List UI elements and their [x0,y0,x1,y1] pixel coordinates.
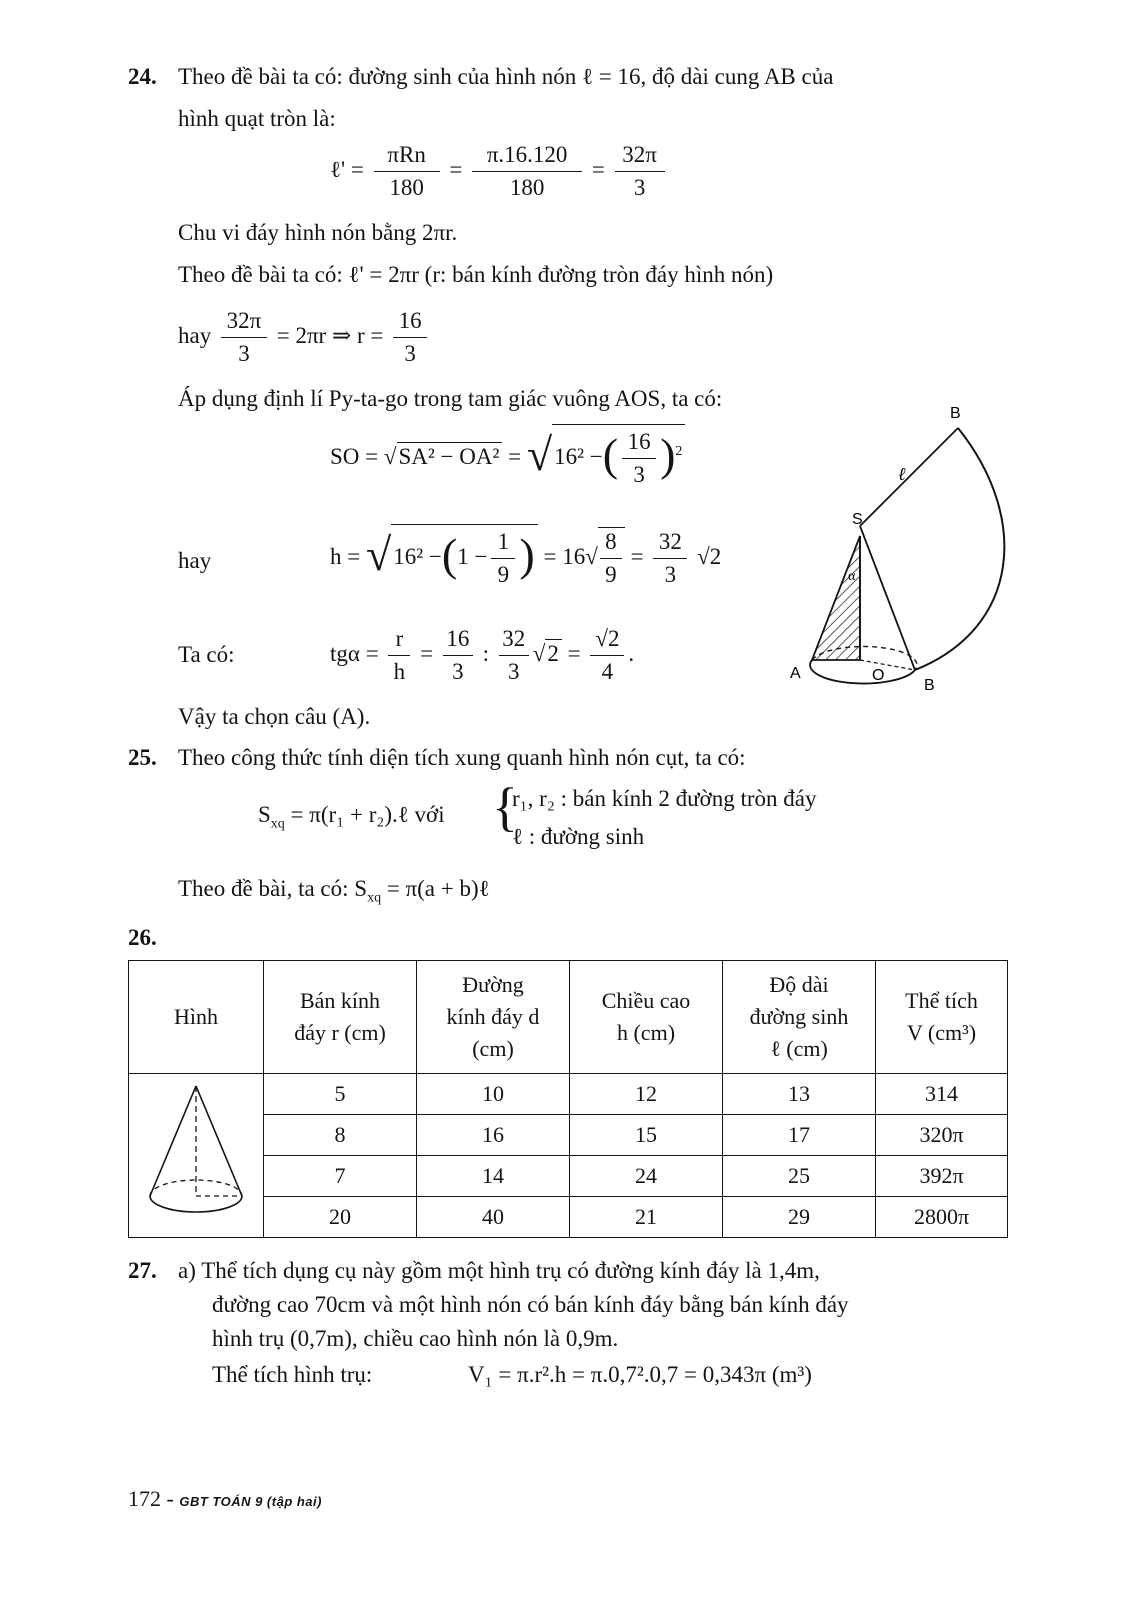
p24-hay2: hay [178,548,212,573]
cell-d: 40 [417,1197,570,1238]
cell-h: 12 [570,1074,723,1115]
eq1-equals-1: = [449,156,463,182]
p24-arc-length-equation [330,142,669,201]
p27-a1: a) Thể tích dụng cụ này gồm một hình trụ có đường kính đáy là 1,4m, [178,1258,820,1283]
eq2-f1-den: 3 [238,341,250,366]
sector-radius-top [860,428,958,526]
cell-r: 8 [264,1115,417,1156]
triangle-AOS [812,536,860,660]
tg-lhs: tgα = [330,640,379,666]
p25-line1: Theo công thức tính diện tích xung quanh hình nón cụt, ta có: [178,745,746,770]
eq1-f2-den: 180 [509,175,545,200]
eq1-f3-den: 3 [633,175,646,200]
p24-taco: Ta có: [178,642,235,667]
eq1-f1-num: πRn [374,142,440,172]
h-one: 1 − [457,543,488,569]
p25-cond2: ℓ : đường sinh [512,824,645,849]
problem-24-number: 24. [128,64,157,89]
p25-S-sub: xq [270,816,285,832]
cell-h: 21 [570,1197,723,1238]
p24-radius-equation [178,308,431,367]
cell-l: 29 [723,1197,876,1238]
cell-l: 25 [723,1156,876,1197]
tg-colon: : [482,640,490,666]
tg-f2-den: 3 [508,659,520,684]
cell-d: 14 [417,1156,570,1197]
page-footer [128,1486,322,1512]
tg-f2-num: 32 [499,626,529,656]
so-16sq: 16² − [554,443,603,469]
p24-conclusion: Vậy ta chọn câu (A). [178,704,371,729]
footer-dash: - [166,1486,174,1511]
p24-theo-de: Theo đề bài ta có: ℓ' = 2πr (r: bán kính đường tròn đáy hình nón) [178,262,774,287]
p25-theo-de: Theo đề bài, ta có: S [178,876,368,901]
eq2-f2-num: 16 [393,308,427,338]
header-chieu-cao: Chiều cao h (cm) [570,961,723,1074]
h-f2-num: 32 [653,529,687,559]
p25-result [178,876,490,907]
p25-brace: { [492,777,518,837]
p24-line2: hình quạt tròn là: [178,106,336,131]
cell-r: 7 [264,1156,417,1197]
radius-OB [860,660,915,670]
eq1-f2-num: π.16.120 [472,142,582,172]
problem-27-number: 27. [128,1258,157,1283]
tg-equals-1: = [420,640,434,666]
h-f2-den: 3 [664,562,677,587]
header-duong-sinh: Độ dài đường sinh ℓ (cm) [723,961,876,1074]
p25-cond1: r₁, r₂ : bán kính 2 đường tròn đáy [512,786,817,811]
tg-f3-den: 4 [601,659,614,684]
tg-frac-num: r [388,626,410,656]
label-S: S [852,511,863,528]
book-title: GBT TOÁN 9 (tập hai) [179,1494,322,1509]
p27-a3: hình trụ (0,7m), chiều cao hình nón là 0,9m. [212,1326,619,1351]
p24-so-equation: SO = √SA² − OA² = √16² −( $\frac{16}{3}$ )$^2$ [330,424,685,488]
header-hinh: Hình [129,961,264,1074]
h-tail: √2 [697,543,722,569]
h-frac-num: 1 [491,529,515,559]
cell-l: 13 [723,1074,876,1115]
so-square: 2 [675,444,683,460]
eq2-f2-den: 3 [404,341,416,366]
tg-f1-den: 3 [452,659,464,684]
header-ban-kinh: Bán kính đáy r (cm) [264,961,417,1074]
cell-v: 392π [876,1156,1008,1197]
slant-SB [860,526,915,670]
eq2-mid: = 2πr ⇒ r = [276,322,384,348]
cell-h: 15 [570,1115,723,1156]
cone-sector-figure [790,398,1030,708]
label-A: A [790,665,801,682]
eq1-f1-den: 180 [389,175,424,200]
h-mid: = 16 [543,543,586,569]
base-ellipse-front [810,660,915,684]
tg-f3-num: √2 [590,626,624,656]
tg-f1-num: 16 [443,626,473,656]
problem-26-number: 26. [128,925,157,950]
header-duong-kinh: Đường kính đáy d (cm) [417,961,570,1074]
p24-ap-dung: Áp dụng định lí Py-ta-go trong tam giác vuông AOS, ta có: [178,386,723,411]
cell-v: 314 [876,1074,1008,1115]
cell-d: 10 [417,1074,570,1115]
so-frac-den: 3 [633,462,645,487]
h-16sq: 16² − [393,543,442,569]
so-radicand: SA² − OA² [397,442,503,470]
cell-v: 2800π [876,1197,1008,1238]
eq1-equals-2: = [591,156,605,182]
p27-vt-equation: V₁ = π.r².h = π.0,7².0,7 = 0,343π (m³) [468,1362,812,1387]
eq1-lhs: ℓ' = [330,156,364,182]
eq2-hay: hay [178,322,212,348]
tg-dot: . [628,640,635,666]
cone-drawing-cell [129,1074,264,1238]
label-B-top: B [950,405,961,422]
label-alpha: α [848,569,856,584]
table-row [129,1074,1008,1115]
p25-formula [258,802,445,833]
p24-h-equation: h = √16² −(1 − $\frac{1}{9}$ ) = 16√ $\frac{8}{9}$ = $\frac{32}{3}$ √2 [330,524,721,588]
sector-arc [915,428,1004,670]
p24-chu-vi: Chu vi đáy hình nón bằng 2πr. [178,220,458,245]
label-l: ℓ [898,464,906,484]
label-B-bottom: B [924,677,935,694]
so-lhs: SO = [330,443,379,469]
table-header-row [129,961,1008,1074]
cell-v: 320π [876,1115,1008,1156]
h-frac-den: 9 [497,562,510,587]
cone-table [128,960,1008,1238]
cell-l: 17 [723,1115,876,1156]
label-O: O [872,667,885,684]
problem-25-number: 25. [128,745,157,770]
p25-theo-rest: = π(a + b)ℓ [386,876,490,901]
cell-h: 24 [570,1156,723,1197]
tg-frac-den: h [393,659,406,684]
h-equals: = [630,543,644,569]
p25-S: S [258,802,271,827]
h-lhs: h = [330,543,361,569]
cell-r: 20 [264,1197,417,1238]
cell-d: 16 [417,1115,570,1156]
header-the-tich: Thể tích V (cm³) [876,961,1008,1074]
p24-line1: Theo đề bài ta có: đường sinh của hình nón ℓ = 16, độ dài cung AB của [178,64,834,89]
cone-icon [136,1078,256,1228]
tg-equals-2: = [567,640,581,666]
p25-theo-sub: xq [367,890,382,906]
cell-r: 5 [264,1074,417,1115]
p24-tg-equation: tgα = $\frac{r}{h}$ = $\frac{16}{3}$ : $\frac{32}{3}$ √2 = $\frac{√2}{4}$ . [330,626,635,684]
h-sfrac-den: 9 [605,562,617,587]
p25-formula-rest: = π(r₁ + r₂).ℓ với [290,802,445,827]
so-equals: = [508,443,522,469]
p27-vt-label: Thể tích hình trụ: [212,1362,373,1387]
tg-root: 2 [545,639,562,667]
page-number: 172 [128,1486,161,1511]
so-frac-num: 16 [622,429,656,459]
p27-a2: đường cao 70cm và một hình nón có bán kính đáy bằng bán kính đáy [212,1292,849,1317]
h-sfrac-num: 8 [600,529,622,559]
eq1-f3-num: 32π [615,142,665,172]
eq2-f1-num: 32π [221,308,267,338]
